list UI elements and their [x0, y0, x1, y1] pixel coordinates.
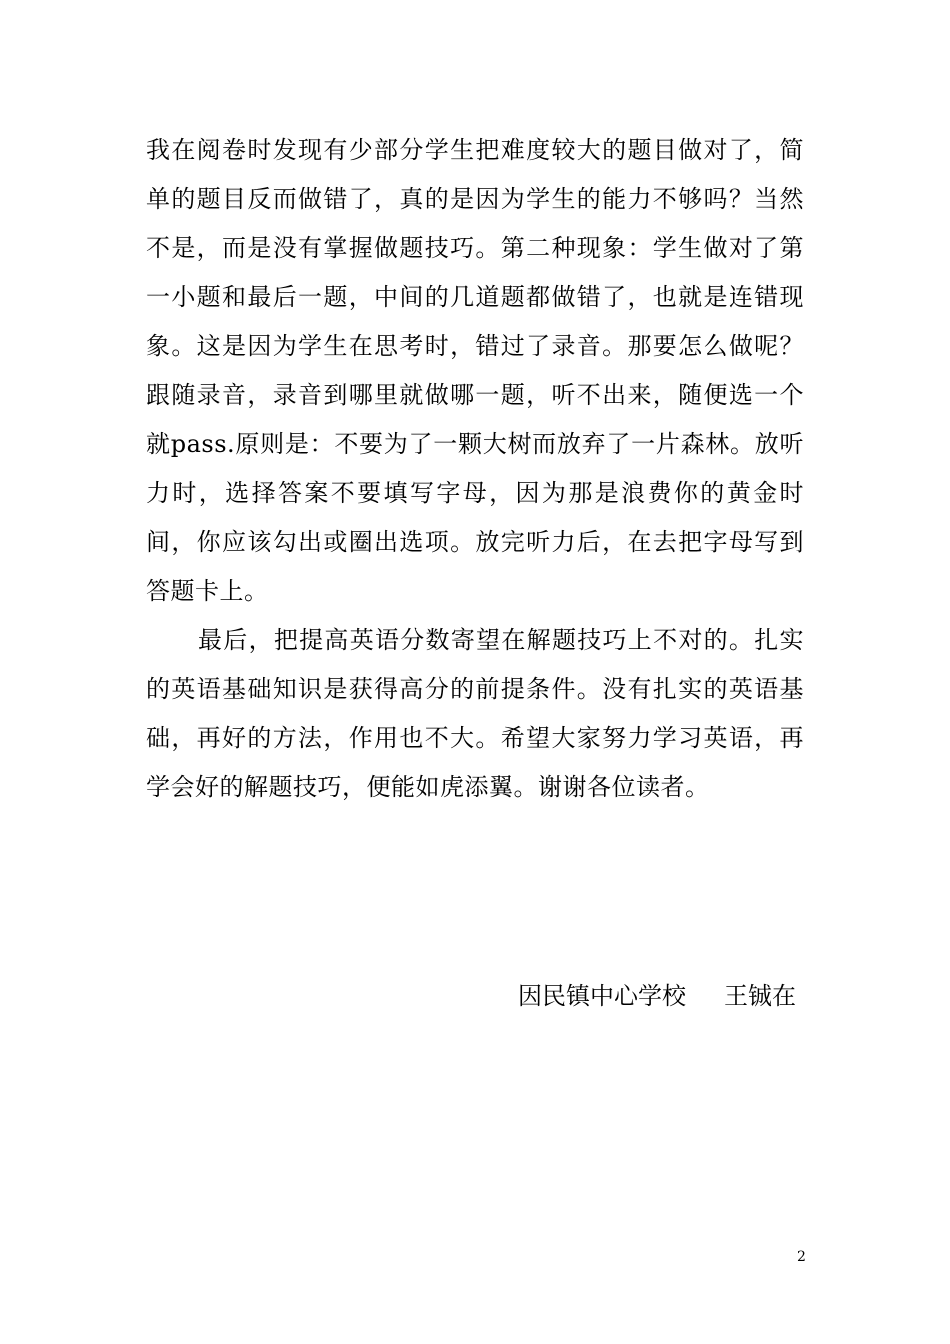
- signature-author: 王铖在: [724, 982, 796, 1010]
- page-number: 2: [797, 1249, 806, 1265]
- signature-school: 因民镇中心学校: [518, 982, 686, 1010]
- signature: [518, 976, 796, 1016]
- paragraph-1: 我在阅卷时发现有少部分学生把难度较大的题目做对了，简单的题目反而做错了，真的是因为学生的能力不够吗？当然不是，而是没有掌握做题技巧。第二种现象：学生做对了第一小题和最后一题，中间的几道题都做错了，也就是连错现象。这是因为学生在思考时，错过了录音。那要怎么做呢？跟随录音，录音到哪里就做哪一题，听不出来，随便选一个就pass.原则是：不要为了一颗大树而放弃了一片森林。放听力时，选择答案不要填写字母，因为那是浪费你的黄金时间，你应该勾出或圈出选项。放完听力后，在去把字母写到答题卡上。: [146, 136, 804, 605]
- document-body: [146, 126, 804, 812]
- paragraph-2: 最后，把提高英语分数寄望在解题技巧上不对的。扎实的英语基础知识是获得高分的前提条件。没有扎实的英语基础，再好的方法，作用也不大。希望大家努力学习英语，再学会好的解题技巧，便能如虎添翼。谢谢各位读者。: [146, 626, 804, 801]
